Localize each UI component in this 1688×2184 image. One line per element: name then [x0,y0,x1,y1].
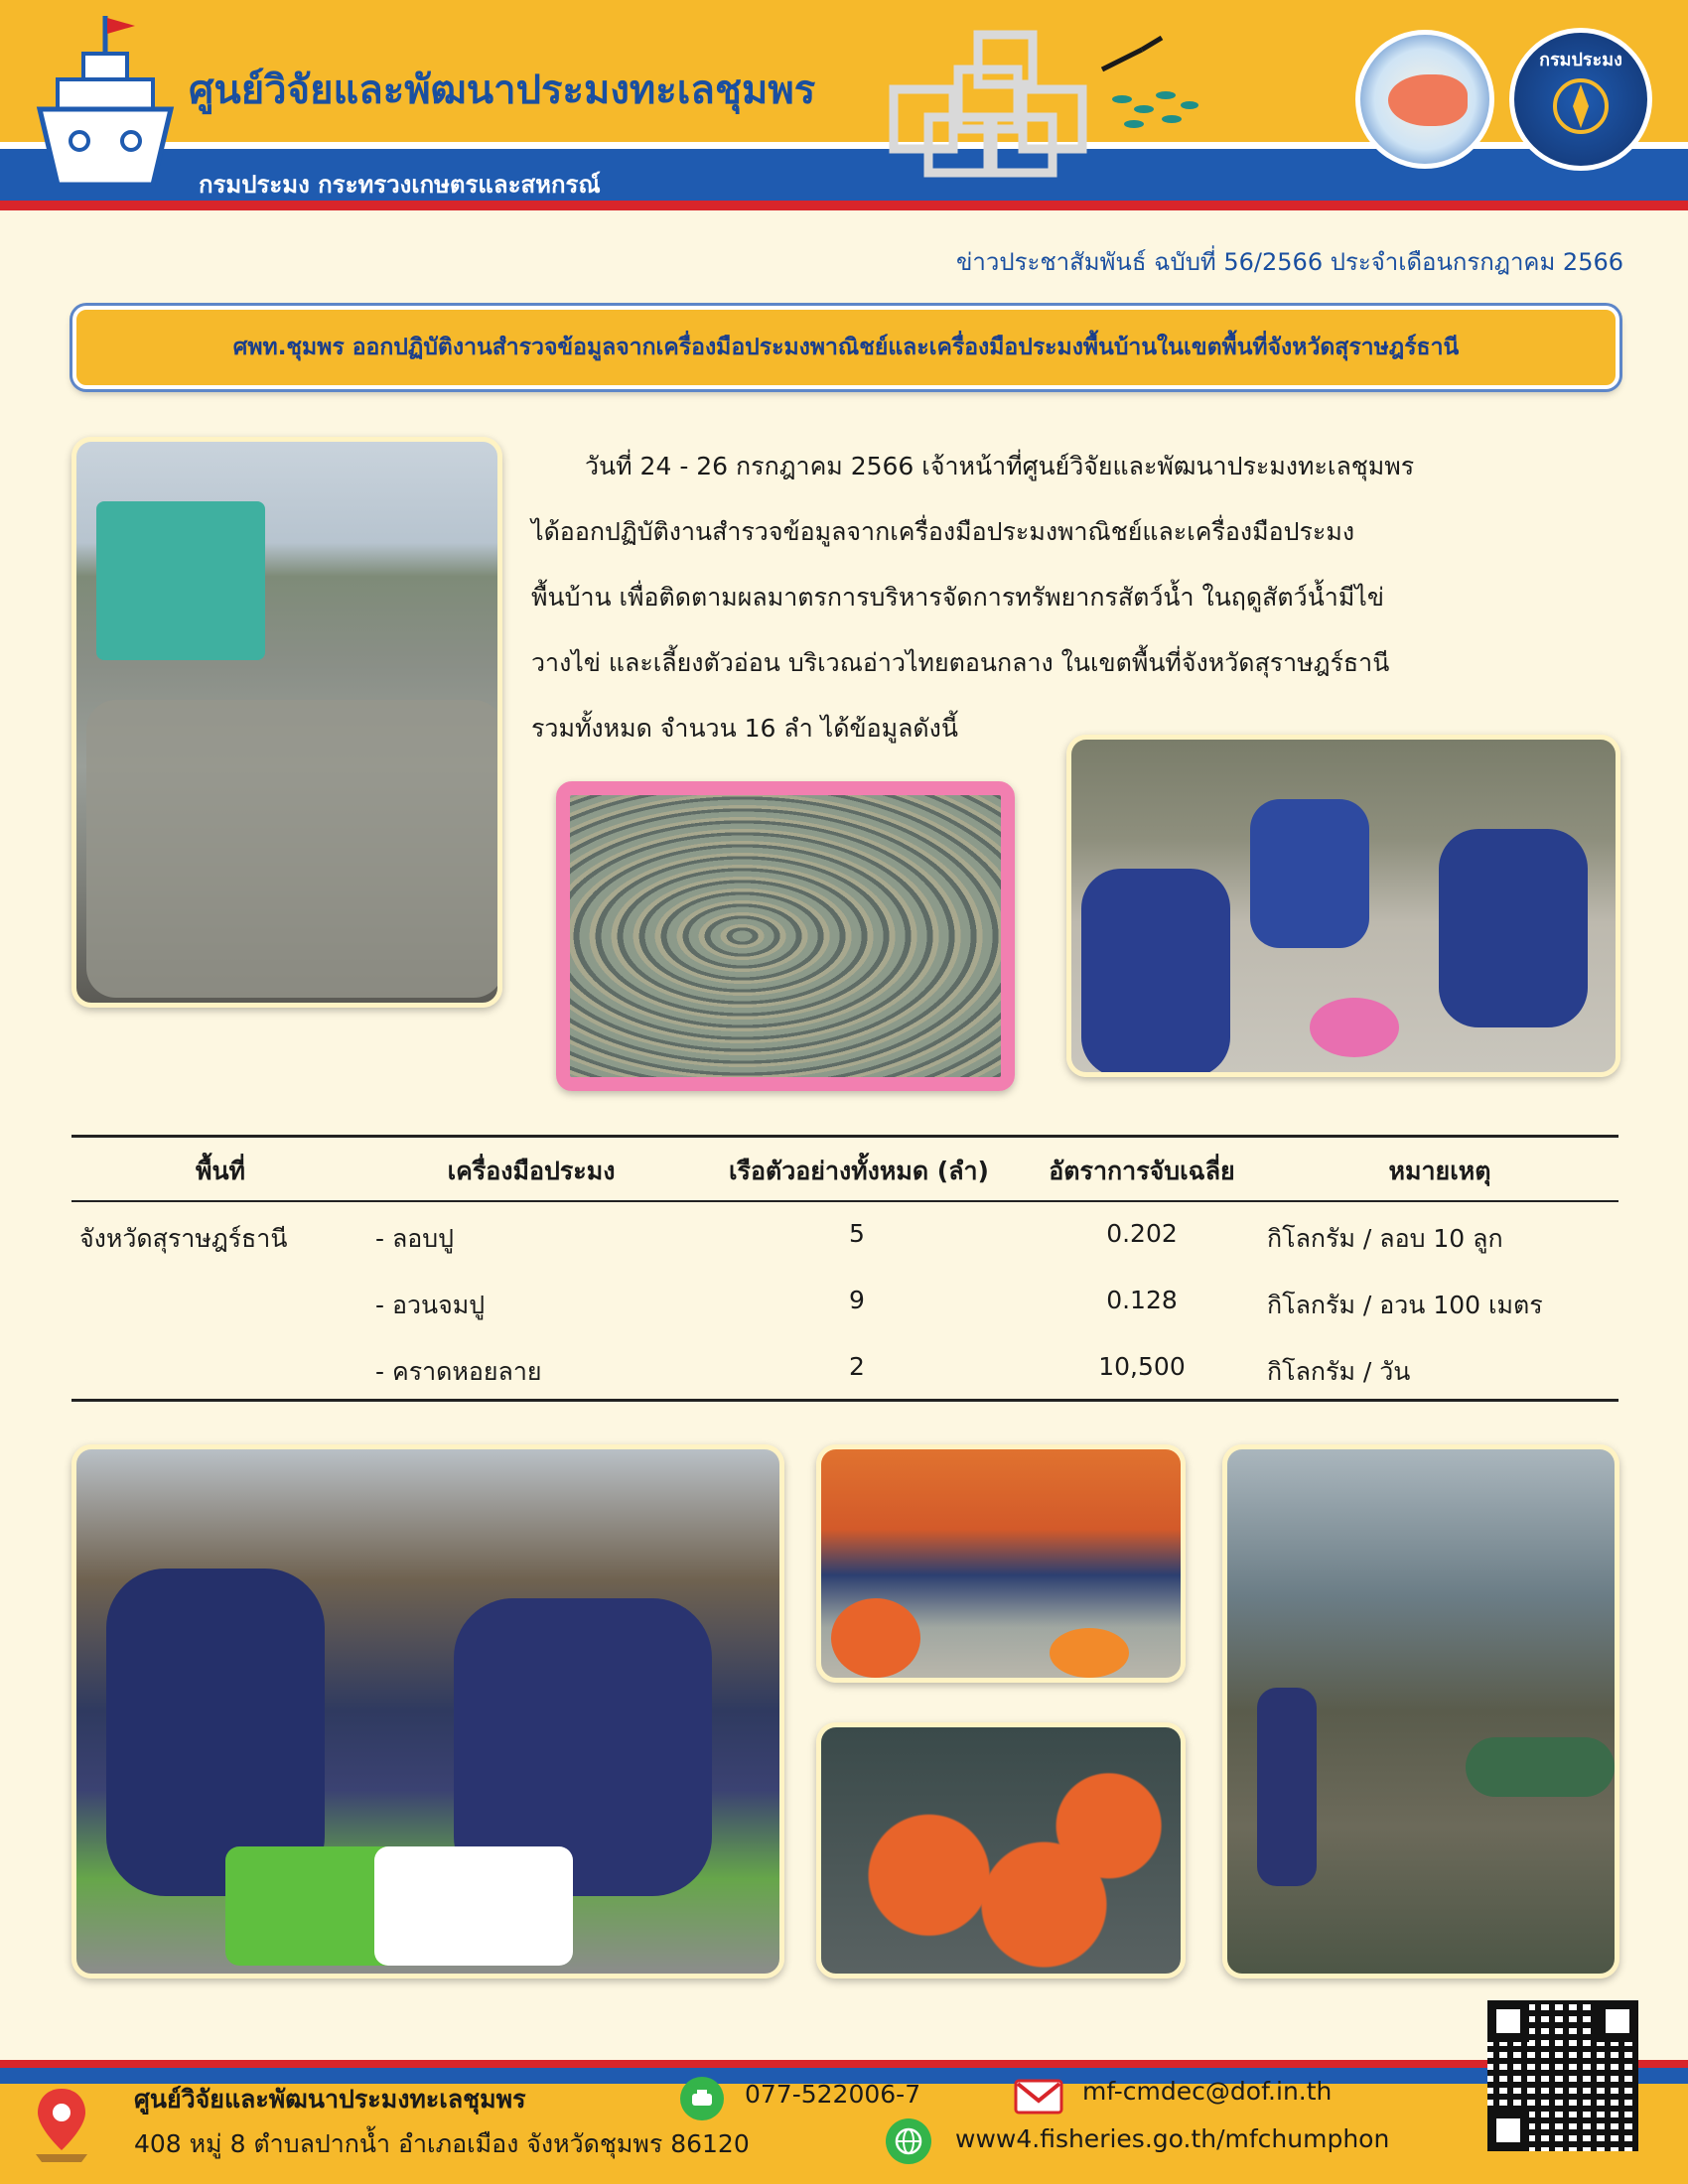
photo-pier-survey [1222,1444,1619,1979]
footer-address: 408 หมู่ 8 ตำบลปากน้ำ อำเภอเมือง จังหวัดชุมพร 86120 [134,2129,750,2158]
globe-icon [886,2118,931,2164]
table-cell-boats: 2 [849,1352,865,1381]
photo-clams-basket [556,781,1015,1091]
artificial-reef-illustration [874,30,1201,179]
table-cell-gear: - ลอบปู [375,1224,455,1253]
table-cell-rate: 0.202 [1106,1219,1178,1248]
org-title: ศูนย์วิจัยและพัฒนาประมงทะเลชุมพร [189,68,816,113]
footer-red-stripe [0,2060,1688,2068]
table-cell-rate: 10,500 [1098,1352,1186,1381]
headline: ศพท.ชุมพร ออกปฏิบัติงานสำรวจข้อมูลจากเครื่องมือประมงพาณิชย์และเครื่องมือประมงพื้นบ้านในเขตพื้นที่จังหวัดสุราษฎร์ธานี [232,335,1460,360]
table-cell-rate: 0.128 [1106,1286,1178,1314]
table-cell-gear: - อวนจมปู [375,1291,486,1319]
table-header-rate: อัตราการจับเฉลี่ย [1049,1157,1235,1185]
fisheries-center-logo [1355,30,1494,169]
seal-text: กรมประมง [1539,50,1622,70]
footer-email[interactable]: mf-cmdec@dof.in.th [1082,2077,1333,2106]
table-header-area: พื้นที่ [195,1157,246,1185]
press-release-reference: ข่าวประชาสัมพันธ์ ฉบับที่ 56/2566 ประจำเดือนกรกฎาคม 2566 [956,248,1623,276]
photo-crabs-in-baskets [816,1722,1186,1979]
photo-staff-sorting-catch [71,1444,784,1979]
photo-fishing-boat [71,437,502,1008]
photo-staff-measuring [1066,735,1620,1077]
footer-website[interactable]: www4.fisheries.go.th/mfchumphon [955,2124,1390,2153]
ship-icon [36,14,175,193]
body-line-1: วันที่ 24 - 26 กรกฎาคม 2566 เจ้าหน้าที่ศูนย์วิจัยและพัฒนาประมงทะเลชุมพร [585,452,1415,480]
seal-emblem-icon [1551,76,1611,136]
mail-icon [1013,2077,1064,2116]
table-header-gear: เครื่องมือประมง [447,1157,616,1185]
department-name: กรมประมง กระทรวงเกษตรและสหกรณ์ [199,171,601,199]
table-cell-area: จังหวัดสุราษฎร์ธานี [79,1224,288,1253]
qr-code[interactable] [1479,1992,1646,2159]
department-of-fisheries-seal [1509,28,1652,171]
phone-icon [680,2077,724,2120]
photo-crab-sampling [816,1444,1186,1683]
body-line-2: ได้ออกปฏิบัติงานสำรวจข้อมูลจากเครื่องมือประมงพาณิชย์และเครื่องมือประมง [531,517,1355,546]
table-cell-note: กิโลกรัม / วัน [1267,1357,1411,1386]
fish-emblem-icon [1388,74,1468,126]
body-line-3: พื้นบ้าน เพื่อติดตามผลมาตรการบริหารจัดการทรัพยากรสัตว์น้ำ ในฤดูสัตว์น้ำมีไข่ [531,583,1384,612]
table-cell-boats: 5 [849,1219,865,1248]
qr-finder-bottom-left [1487,2110,1529,2151]
table-cell-note: กิโลกรัม / ลอบ 10 ลูก [1267,1224,1503,1253]
qr-finder-top-right [1597,2000,1638,2042]
table-top-rule [71,1135,1618,1138]
qr-finder-top-left [1487,2000,1529,2042]
table-header-note: หมายเหตุ [1388,1157,1491,1185]
headline-box [72,306,1619,389]
article-body [531,434,1616,761]
footer-org-name: ศูนย์วิจัยและพัฒนาประมงทะเลชุมพร [134,2085,526,2114]
location-pin-icon [32,2085,91,2164]
table-bottom-rule [71,1399,1618,1402]
table-header-boats: เรือตัวอย่างทั้งหมด (ลำ) [729,1157,989,1185]
body-line-4: วางไข่ และเลี้ยงตัวอ่อน บริเวณอ่าวไทยตอนกลาง ในเขตพื้นที่จังหวัดสุราษฎร์ธานี [531,648,1390,677]
footer-phone[interactable]: 077-522006-7 [745,2080,921,2109]
table-header-rule [71,1200,1618,1202]
table-cell-boats: 9 [849,1286,865,1314]
table-cell-note: กิโลกรัม / อวน 100 เมตร [1267,1291,1543,1319]
table-cell-gear: - คราดหอยลาย [375,1357,542,1386]
body-line-5: รวมทั้งหมด จำนวน 16 ลำ ได้ข้อมูลดังนี้ [531,714,958,743]
